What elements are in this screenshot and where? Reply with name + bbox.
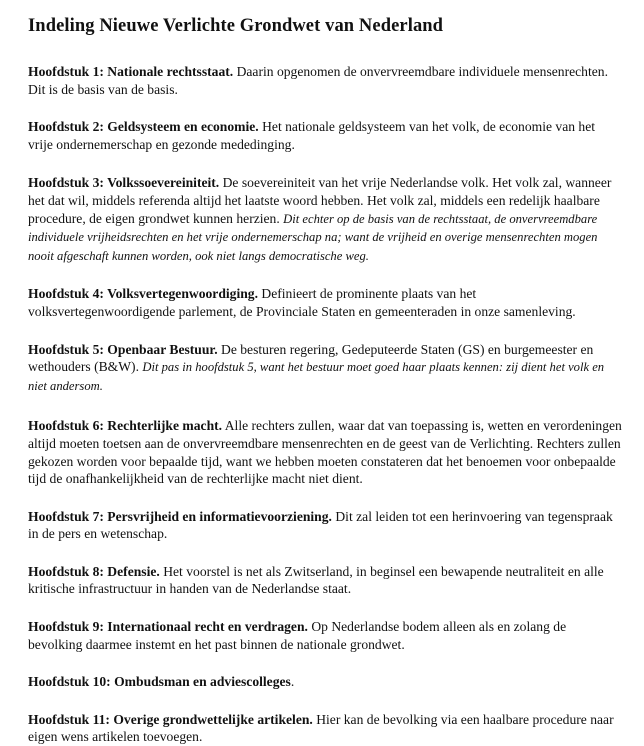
chapter-7 bbox=[28, 508, 622, 543]
chapter-text: Het nationale geldsysteem van het volk, de economie van het vrije ondernemerschap en gezonde mededinging. bbox=[28, 119, 596, 152]
chapter-8 bbox=[28, 563, 622, 598]
chapter-text: Hier kan de bevolking via een haalbare procedure naar eigen wens artikelen toevoegen. bbox=[28, 711, 614, 745]
chapter-heading: Hoofdstuk 1: Nationale rechtsstaat. bbox=[28, 64, 234, 79]
chapter-6 bbox=[28, 417, 622, 487]
chapter-heading: Hoofdstuk 8: Defensie. bbox=[28, 563, 160, 579]
chapter-heading: Hoofdstuk 2: Geldsysteem en economie. bbox=[28, 119, 259, 135]
chapter-text: Op Nederlandse bodem alleen als en zolang de bevolking daarmee instemt en het past binnen de nationale grondwet. bbox=[28, 619, 567, 652]
chapter-text: Het voorstel is net als Zwitserland, in beginsel een bewapende neutraliteit en alle kritische infrastructuur in handen van de Nederlandse staat. bbox=[28, 563, 604, 597]
chapter-text: Dit zal leiden tot een herinvoering van tegenspraak in de pers en wetenschap. bbox=[28, 508, 613, 542]
chapter-heading: Hoofdstuk 5: Openbaar Bestuur. bbox=[28, 341, 218, 357]
chapter-heading: Hoofdstuk 7: Persvrijheid en informatievoorziening. bbox=[28, 508, 332, 524]
chapter-text: Definieert de prominente plaats van het volksvertegenwoordigende parlement, de Provinciale Staten en gemeenteraden in onze samenleving. bbox=[28, 286, 576, 319]
chapter-heading: Hoofdstuk 11: Overige grondwettelijke artikelen. bbox=[28, 711, 313, 727]
chapter-3 bbox=[28, 174, 622, 265]
chapter-text: De besturen regering, Gedeputeerde Staten (GS) en burgemeester en wethouders (B&W). bbox=[28, 341, 594, 375]
chapter-4 bbox=[28, 285, 622, 320]
chapter-5 bbox=[28, 341, 622, 396]
chapter-heading: Hoofdstuk 6: Rechterlijke macht. bbox=[28, 418, 223, 434]
chapter-note: Dit pas in hoofdstuk 5, want het bestuur moet goed haar plaats kennen: zij dient het volk en niet andersom. bbox=[28, 360, 605, 393]
chapter-1 bbox=[28, 63, 622, 98]
chapter-2 bbox=[28, 118, 622, 153]
chapter-text: Alle rechters zullen, waar dat van toepassing is, wetten en verordeningen altijd moeten toetsen aan de onvervreemdbare mensenrechten en de geest van de Verlichting. Rechters zullen gekozen worden voor bepaalde tijd, want we hebben moeten constateren dat het benoemen voor onbepaalde tijd de onafhankelijkheid van de rechterlijke macht niet dient. bbox=[28, 418, 622, 487]
chapter-heading: Hoofdstuk 3: Volkssoevereiniteit. bbox=[28, 175, 220, 191]
chapter-heading: Hoofdstuk 9: Internationaal recht en verdragen. bbox=[28, 619, 308, 635]
chapter-note: Dit echter op de basis van de rechtsstaat, de onvervreemdbare individuele vrijheidsrechten en het vrije ondernemerschap na; want de vrijheid en overige mensenrechten mogen nooit afgeschaft kunnen worden, ook niet langs democratische weg. bbox=[28, 211, 598, 263]
chapter-heading: Hoofdstuk 4: Volksvertegenwoordiging. bbox=[28, 286, 258, 302]
chapter-text: Daarin opgenomen de onvervreemdbare individuele mensenrechten. Dit is de basis van de basis. bbox=[28, 64, 608, 97]
chapter-11 bbox=[28, 711, 622, 746]
document-title: Indeling Nieuwe Verlichte Grondwet van Nederland bbox=[28, 16, 444, 36]
chapter-text: De soevereiniteit van het vrije Nederlandse volk. Het volk zal, wanneer het dat wil, middels referenda altijd het laatste woord hebben. Het volk zal, middels een redelijk haalbare procedure, de eigen grondwet kunnen herzien. bbox=[28, 175, 612, 226]
chapter-text: . bbox=[290, 674, 295, 690]
chapter-heading: Hoofdstuk 10: Ombudsman en adviescolleges bbox=[28, 674, 291, 690]
chapter-9 bbox=[28, 618, 622, 653]
